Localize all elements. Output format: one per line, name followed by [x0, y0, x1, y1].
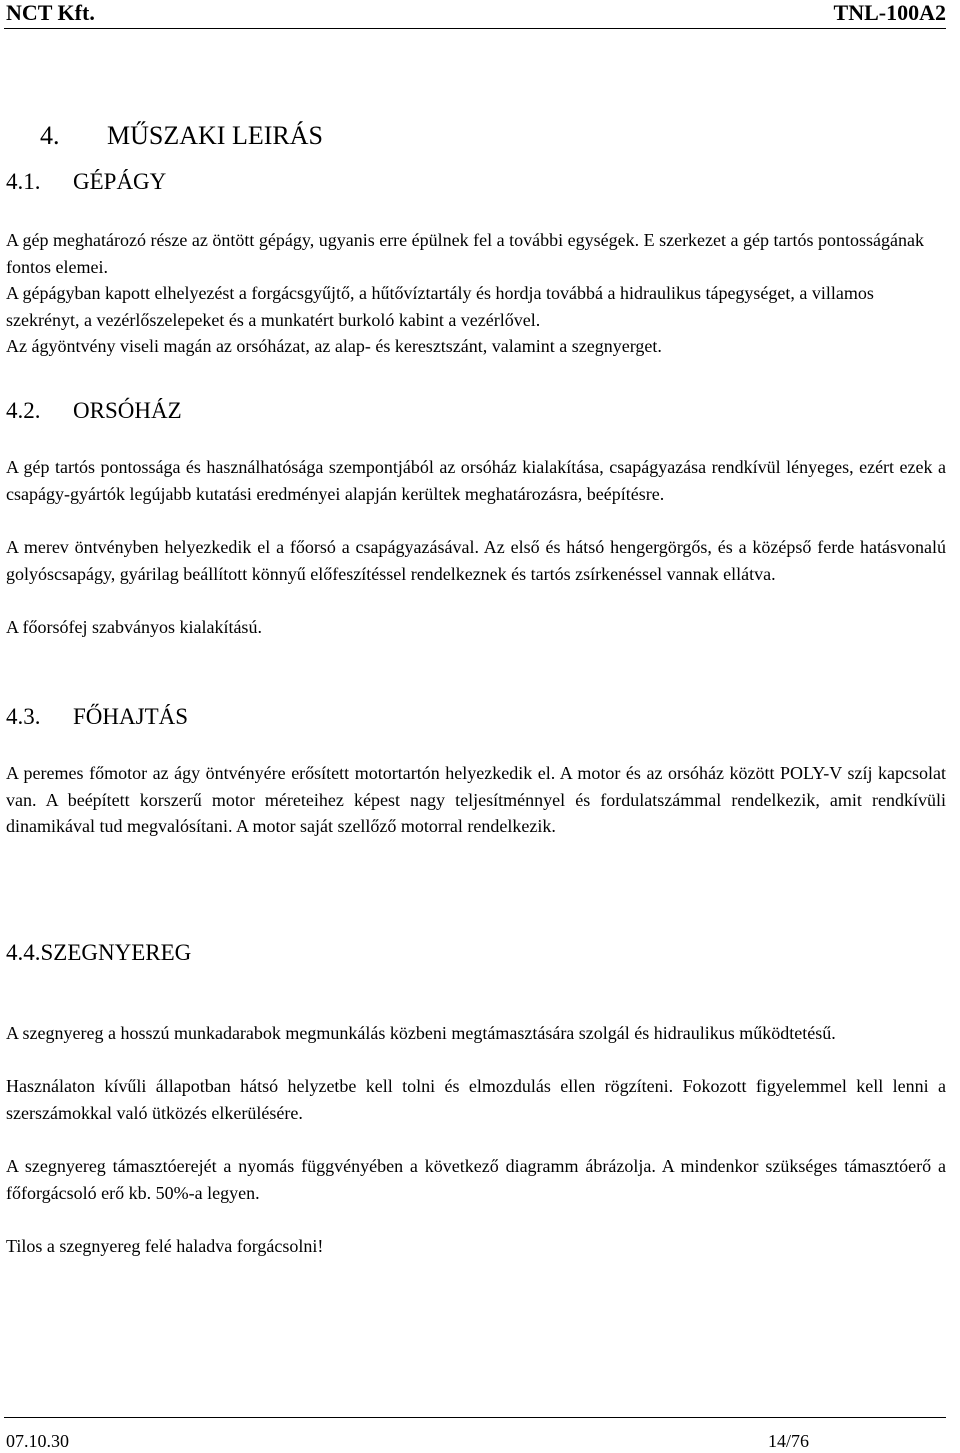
paragraph: A gép meghatározó része az öntött gépágy, ugyanis erre épülnek fel a további egységek. E szerkezet a gép tartós pontosságának fontos elemei. — [6, 230, 924, 277]
page-number: 14/76 — [768, 1431, 810, 1451]
chapter-title: MŰSZAKI LEIRÁS — [107, 121, 323, 150]
paragraph: A peremes főmotor az ágy öntvényére erősített motortartón helyezkedik el. A motor és az orsóház között POLY-V szíj kapcsolat van. A beépített korszerű motor méreteihez képest nagy teljesítménnyel és fordulatszámmal rendelkezik, amit rendkívüli dinamikával tud megvalósítani. A motor saját szellőző motorral rendelkezik. — [6, 763, 946, 836]
paragraph: A főorsófej szabványos kialakítású. — [6, 617, 262, 637]
section-heading-4-4 — [6, 940, 191, 966]
paragraph: A szegnyereg támasztóerejét a nyomás függvényében a következő diagramm ábrázolja. A mindenkor szükséges támasztóerő a főforgácsoló erő kb. 50%-a legyen. — [6, 1156, 946, 1203]
chapter-number: 4. — [40, 121, 60, 150]
model-number: TNL-100A2 — [833, 0, 946, 25]
paragraph: Használaton kívűli állapotban hátsó helyzetbe kell tolni és elmozdulás ellen rögzíteni. Fokozott figyelemmel kell lenni a szerszámokkal való ütközés elkerülésére. — [6, 1076, 946, 1123]
paragraph: Az ágyöntvény viseli magán az orsóházat, az alap- és keresztszánt, valamint a szegnyerget. — [6, 336, 662, 356]
section-heading-4-1 — [6, 169, 166, 195]
section-number: 4.2. — [6, 398, 41, 423]
paragraph: Tilos a szegnyereg felé haladva forgácsolni! — [6, 1236, 324, 1256]
section-number: 4.4. — [6, 940, 41, 965]
paragraph: A gép tartós pontossága és használhatósága szempontjából az orsóház kialakítása, csapágyazása rendkívül lényeges, ezért ezek a csapágy-gyártók legújabb kutatási eredményei alapján kerültek meghatározásra, beépítésre. — [6, 457, 946, 504]
page-header — [0, 0, 946, 30]
section-title: SZEGNYEREG — [40, 940, 192, 965]
footer-divider — [4, 1417, 946, 1418]
chapter-heading — [40, 121, 323, 151]
paragraph: A szegnyereg a hosszú munkadarabok megmunkálás közbeni megtámasztására szolgál és hidraulikus működtetésű. — [6, 1023, 836, 1043]
paragraph: A merev öntvényben helyezkedik el a főorsó a csapágyazásával. Az első és hátsó hengergörgős, és a középső ferde hatásvonalú golyóscsapágy, gyárilag beállított könnyű előfeszítéssel rendelkeznek és tartós zsírkenéssel vannak ellátva. — [6, 537, 946, 584]
section-title: ORSÓHÁZ — [73, 398, 182, 423]
section-heading-4-2 — [6, 398, 182, 424]
header-divider — [4, 28, 946, 29]
section-number: 4.3. — [6, 704, 41, 729]
section-number: 4.1. — [6, 169, 41, 194]
footer-date: 07.10.30 — [6, 1431, 69, 1451]
page-footer — [0, 1414, 946, 1453]
section-title: GÉPÁGY — [73, 169, 167, 194]
section-title: FŐHAJTÁS — [73, 704, 189, 729]
company-name: NCT Kft. — [6, 0, 95, 25]
paragraph: A gépágyban kapott elhelyezést a forgácsgyűjtő, a hűtővíztartály és hordja továbbá a hidraulikus tápegységet, a villamos szekrényt, a vezérlőszelepeket és a munkatért burkoló kabint a vezérlővel. — [6, 283, 874, 330]
section-heading-4-3 — [6, 704, 188, 730]
